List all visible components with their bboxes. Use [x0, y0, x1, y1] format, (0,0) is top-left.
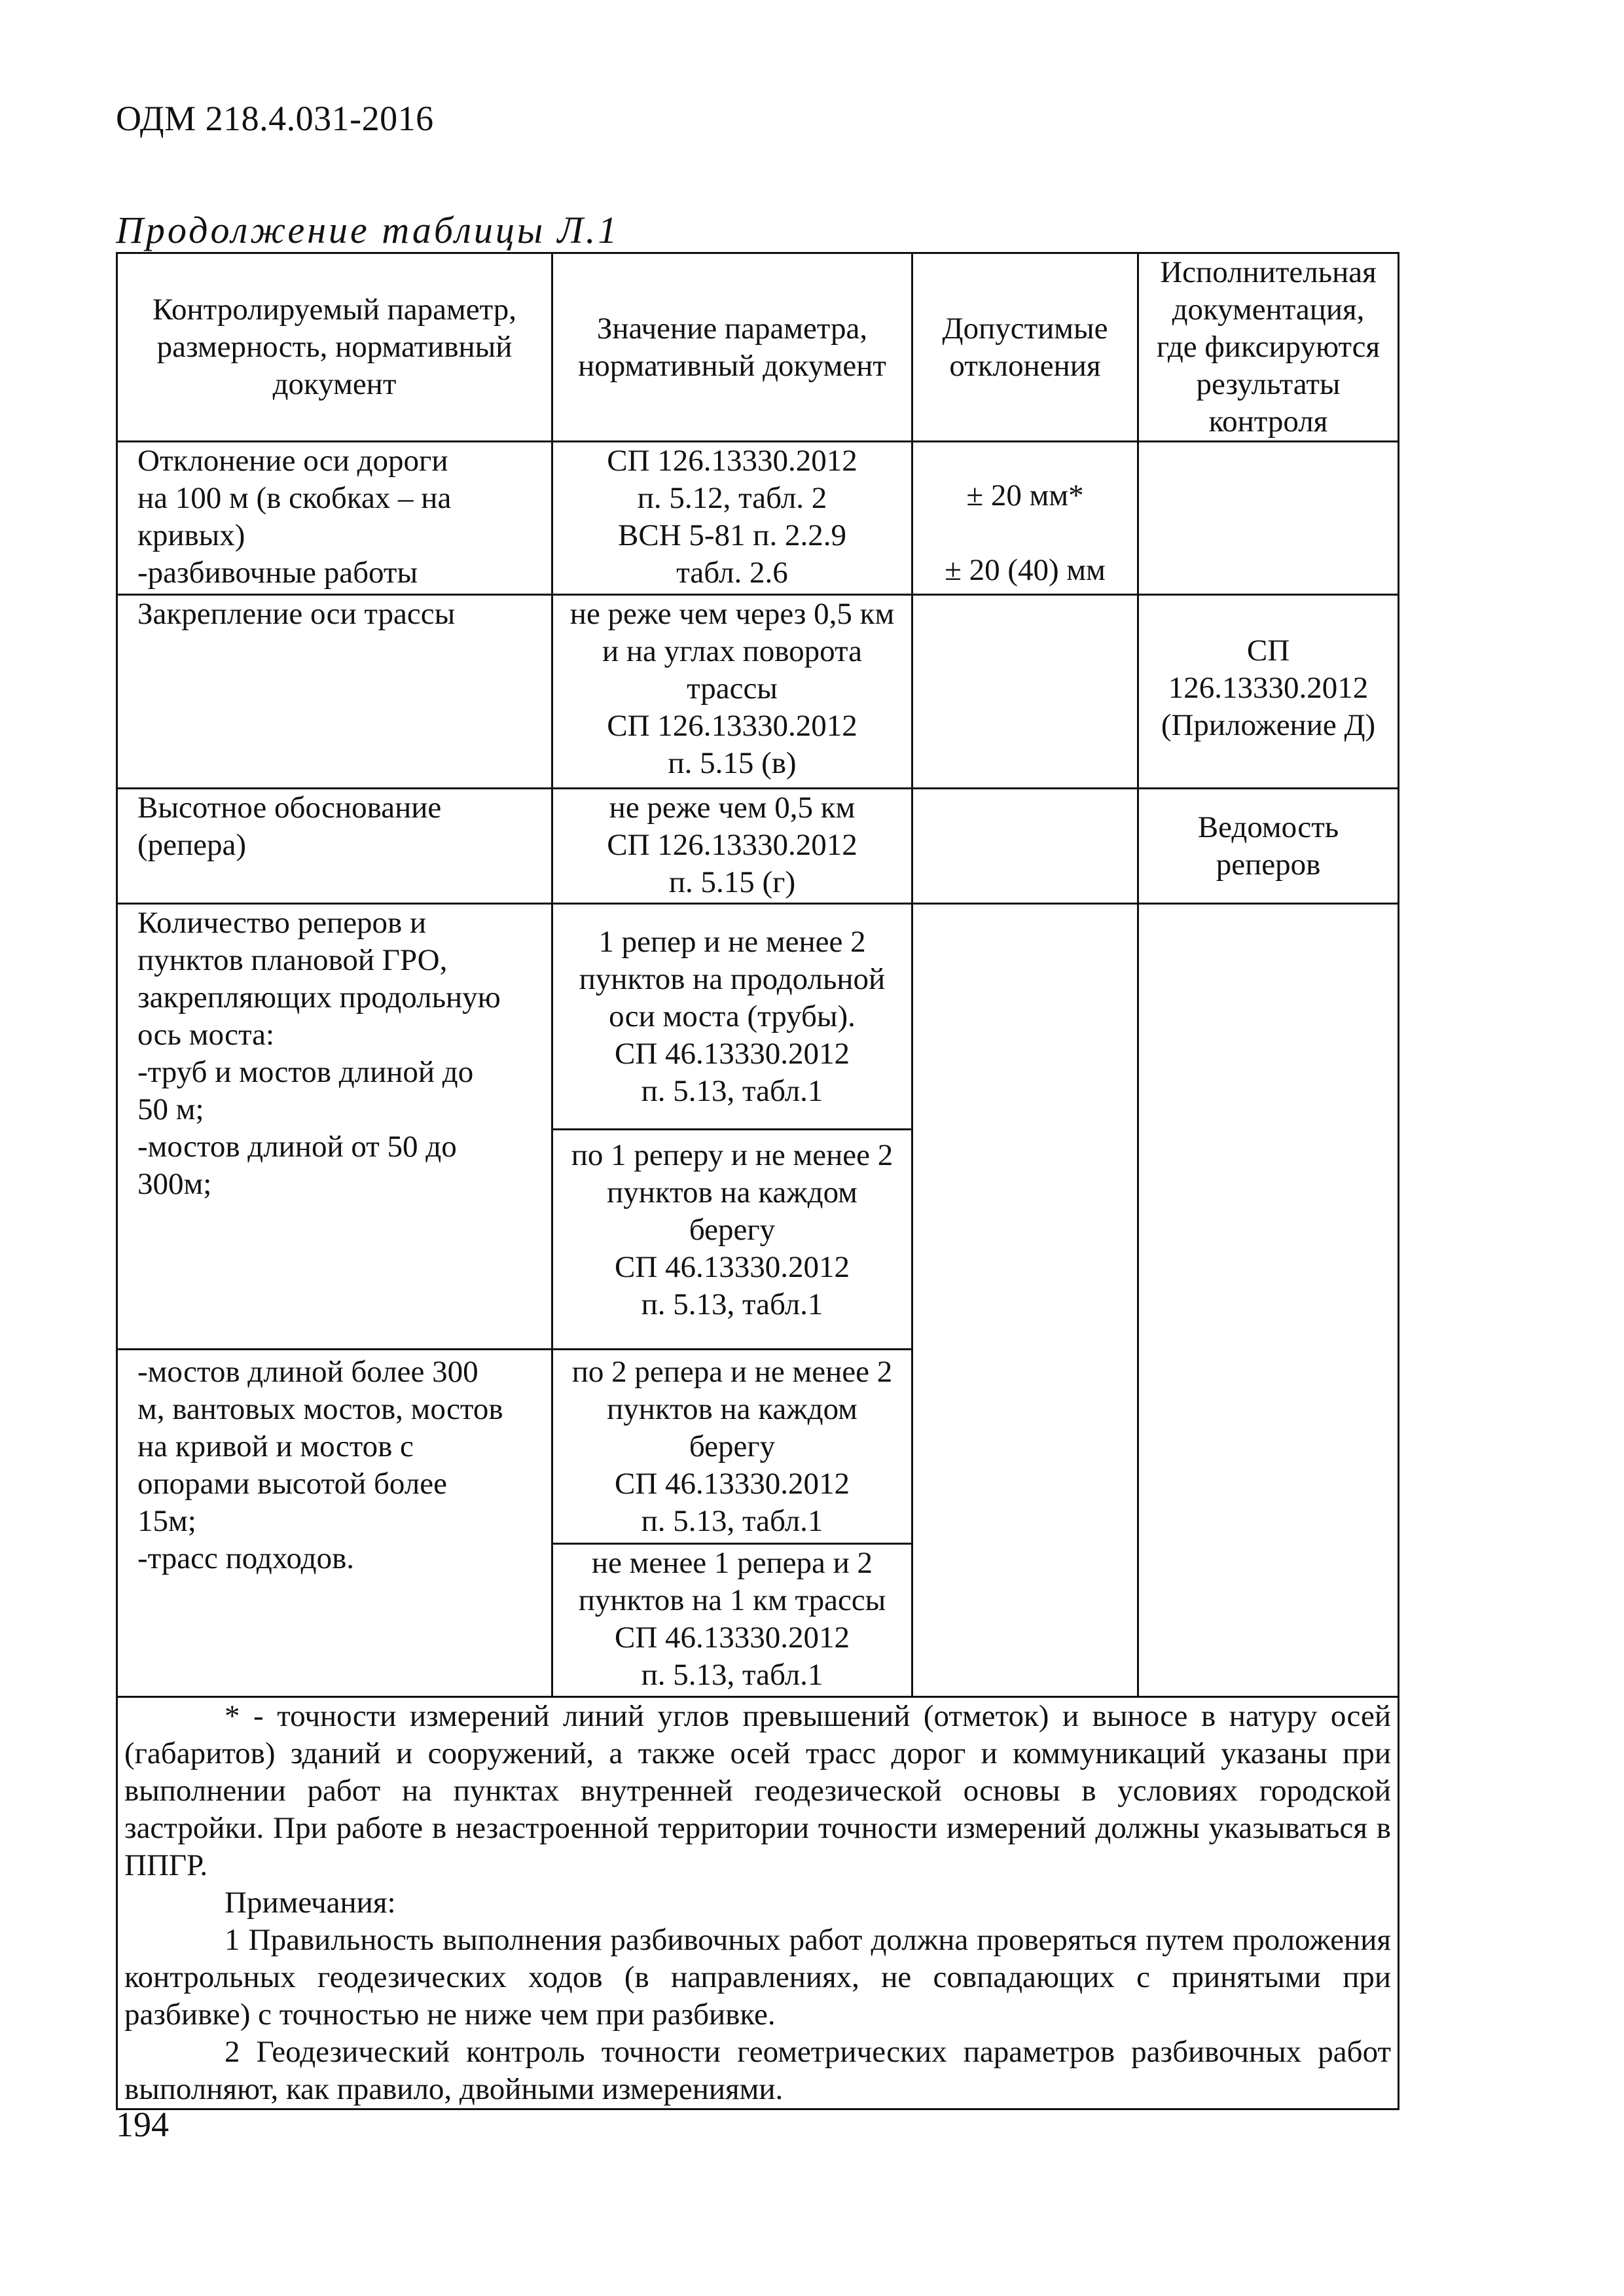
table-row [117, 904, 1399, 1130]
notes-cell [117, 1697, 1399, 2109]
row3-documentation: Ведомость реперов [1138, 789, 1399, 904]
control-parameters-table [116, 252, 1399, 2110]
document-code: ОДМ 218.4.031-2016 [116, 99, 434, 138]
row4-parameter-d: -трасс подходов. [137, 1541, 355, 1575]
table-row [117, 442, 1399, 595]
notes-row [117, 1697, 1399, 2109]
row3-parameter: Высотное обоснование (репера) [117, 789, 552, 904]
row4-value-b: по 1 реперу и не менее 2 пунктов на каждом берегу СП 46.13330.2012 п. 5.13, табл.1 [552, 1130, 912, 1350]
row3-value: не реже чем 0,5 км СП 126.13330.2012 п. 5.15 (г) [552, 789, 912, 904]
row4-parameter-c: -мостов длиной более 300 м, вантовых мостов, мостов на кривой и мостов с опорами высотой более 15м; -трасс подходов. [117, 1350, 552, 1697]
note-2: 2 Геодезический контроль точности геометрических параметров разбивочных работ выполняют, как правило, двойными измерениями. [124, 2035, 1391, 2106]
header-parameter: Контролируемый параметр, размерность, нормативный документ [117, 253, 552, 442]
table-header-row [117, 253, 1399, 442]
row4-value-c: по 2 репера и не менее 2 пунктов на каждом берегу СП 46.13330.2012 п. 5.13, табл.1 [552, 1350, 912, 1544]
row1-documentation [1138, 442, 1399, 595]
row1-parameter: Отклонение оси дороги на 100 м (в скобках – на кривых) -разбивочные работы [117, 442, 552, 595]
row2-tolerance [912, 595, 1138, 789]
page-number: 194 [116, 2105, 169, 2144]
row2-value: не реже чем через 0,5 км и на углах поворота трассы СП 126.13330.2012 п. 5.15 (в) [552, 595, 912, 789]
row4-parameter-b: -мостов длиной от 50 до 300м; [137, 1130, 457, 1201]
table-row [117, 595, 1399, 789]
row4-value-a: 1 репер и не менее 2 пунктов на продольной оси моста (трубы). СП 46.13330.2012 п. 5.13, табл.1 [552, 904, 912, 1130]
notes-heading: Примечания: [225, 1886, 396, 1920]
row4-tolerance [912, 904, 1138, 1697]
row1-value: СП 126.13330.2012 п. 5.12, табл. 2 ВСН 5-81 п. 2.2.9 табл. 2.6 [552, 442, 912, 595]
row1-tolerance: ± 20 мм* ± 20 (40) мм [912, 442, 1138, 595]
row3-tolerance [912, 789, 1138, 904]
note-1: 1 Правильность выполнения разбивочных работ должна проверяться путем проложения контрольных геодезических ходов (в направлениях, не совпадающих с принятыми при разбивке) с точностью не ниже чем при разбивке. [124, 1923, 1391, 2032]
footnote-text: * - точности измерений линий углов превышений (отметок) и выносе в натуру осей (габаритов) зданий и сооружений, а также осей трасс дорог и коммуникаций указаны при выполнении работ на пунктах внутренней геодезической основы в условиях городской застройки. При работе в незастроенной территории точности измерений должны указываться в ППГР. [124, 1699, 1391, 1882]
header-tolerance: Допустимые отклонения [912, 253, 1138, 442]
table-caption: Продолжение таблицы Л.1 [116, 209, 620, 251]
row4-documentation [1138, 904, 1399, 1697]
row2-documentation: СП 126.13330.2012 (Приложение Д) [1138, 595, 1399, 789]
table-row [117, 789, 1399, 904]
row2-parameter: Закрепление оси трассы [117, 595, 552, 789]
header-value: Значение параметра, нормативный документ [552, 253, 912, 442]
row4-value-d: не менее 1 репера и 2 пунктов на 1 км трассы СП 46.13330.2012 п. 5.13, табл.1 [552, 1544, 912, 1697]
header-documentation: Исполнительная документация, где фиксируются результаты контроля [1138, 253, 1399, 442]
row4-parameter-a: Количество реперов и пунктов плановой ГРО, закрепляющих продольную ось моста: -труб и мостов длиной до 50 м; -мостов длиной от 50 до 300м; [117, 904, 552, 1350]
